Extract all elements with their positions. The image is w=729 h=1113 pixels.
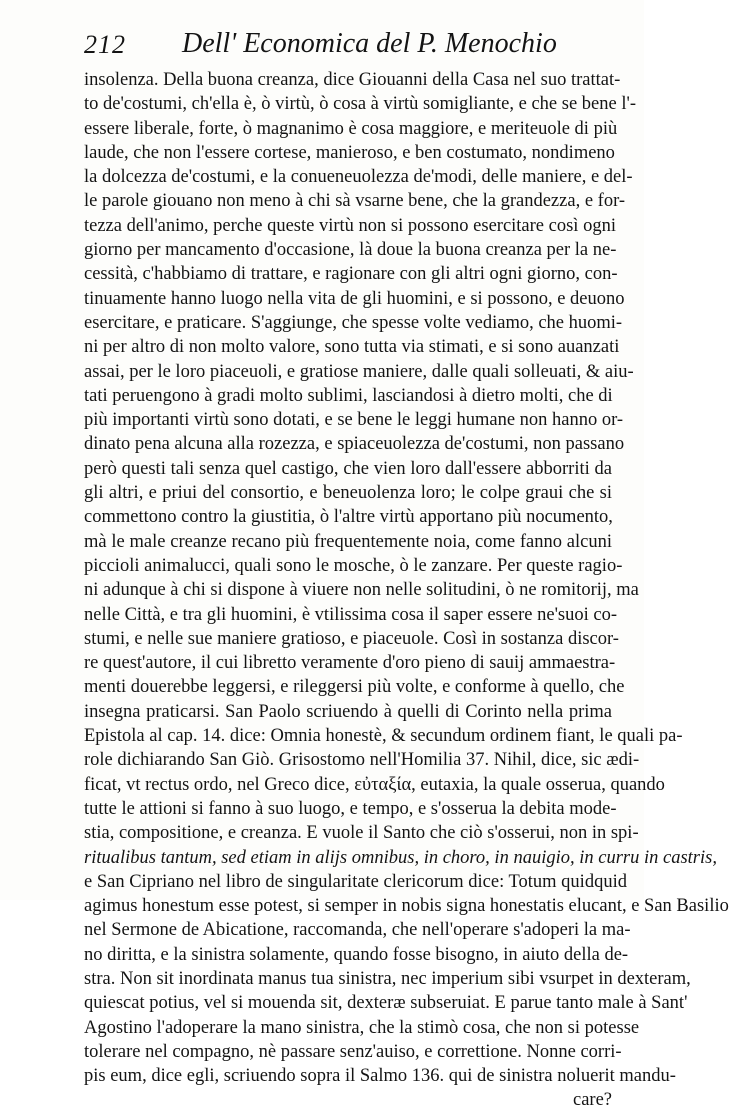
text-line: to de'costumi, ch'ella è, ò virtù, ò cosa à virtù somigliante, e che se bene l'- [84,94,636,115]
text-line: tati peruengono à gradi molto sublimi, lasciandosi à dietro molti, che di [84,385,613,406]
text-line: Epistola al cap. 14. dice: Omnia honestè, & secundum ordinem fiant, le quali pa- [84,726,683,747]
text-line: care? [572,1090,612,1111]
text-line: menti douerebbe leggersi, e rileggersi più volte, e conforme à quello, che [84,677,625,698]
text-line: più importanti virtù sono dotati, e se bene le leggi humane non hanno or- [84,410,624,431]
text-line: cessità, c'habbiamo di trattare, e ragionare con gli altri ogni giorno, con- [84,264,618,285]
text-line: ni adunque à chi si dispone à viuere non nelle solitudini, ò ne romitorij, ma [84,580,639,601]
text-line: insolenza. Della buona creanza, dice Giouanni della Casa nel suo trattat- [84,70,621,90]
text-line: esercitare, e praticare. S'aggiunge, che spesse volte vediamo, che huomi- [84,312,623,333]
text-line: mà le male creanze recano più frequentemente noia, come fanno alcuni [84,531,612,552]
text-line: nel Sermone de Abicatione, raccomanda, che nell'operare s'adoperi la ma- [84,920,631,941]
text-line: laude, che non l'essere cortese, manieroso, e ben costumato, nondimeno [84,142,615,163]
page-header [84,28,604,62]
text-line: role dichiarando San Giò. Grisostomo nell'Homilia 37. Nihil, dice, sic ædi- [84,750,640,771]
text-line: gli altri, e priui del consortio, e beneuolenza loro; le colpe graui che si [84,483,612,504]
text-line: no diritta, e la sinistra solamente, quando fosse bisogno, in aiuto della de- [84,944,629,965]
text-line: Agostino l'adoperare la mano sinistra, che la stimò cosa, che non si potesse [84,1017,640,1038]
text-line: commettono contro la giustitia, ò l'altre virtù apportano più nocumento, [84,507,613,528]
text-line: stumi, e nelle sue maniere gratioso, e piaceuole. Così in sostanza discor- [84,628,619,649]
text-line: essere liberale, forte, ò magnanimo è cosa maggiore, e meriteuole di più [84,118,618,139]
text-line: tolerare nel compagno, nè passare senz'auiso, e correttione. Nonne corri- [84,1041,622,1062]
text-line: re quest'autore, il cui libretto veramente d'oro pieno di sauij ammaestra- [84,653,616,674]
text-line: quiescat potius, vel si mouenda sit, dexteræ subseruiat. E parue tanto male à Sant' [84,993,688,1014]
page-number: 212 [84,30,126,59]
text-line: stia, compositione, e creanza. E vuole il Santo che ciò s'osserui, non in spi- [84,823,639,844]
text-line: ficat, vt rectus ordo, nel Greco dice, εὐταξία, eutaxia, la quale osserua, quando [84,774,665,795]
text-line: tezza dell'animo, perche queste virtù non si possono esercitare così ogni [84,215,616,236]
text-line: stra. Non sit inordinata manus tua sinistra, nec imperium sibi vsurpet in dexteram, [84,968,691,989]
text-line: ni per altro di non molto valore, sono tutta via stimati, e si sono auanzati [84,337,620,358]
text-line: le parole giouano non meno à chi sà vsarne bene, che la grandezza, e for- [84,191,626,212]
text-line: giorno per mancamento d'occasione, là doue la buona creanza per la ne- [84,240,617,261]
text-line: e San Cipriano nel libro de singularitate clericorum dice: Totum quidquid [84,871,627,892]
text-line: agimus honestum esse potest, si semper in nobis signa honestatis elucant, e San Basilio [84,896,729,917]
text-line: pis eum, dice egli, scriuendo sopra il Salmo 136. qui de sinistra noluerit mandu- [84,1066,676,1087]
text-line: piccioli animalucci, quali sono le mosche, ò le zanzare. Per queste ragio- [84,555,623,576]
text-line: però questi tali senza quel castigo, che vien loro dall'essere abborriti da [84,458,612,479]
text-line: ritualibus tantum, sed etiam in alijs omnibus, in choro, in nauigio, in curru in castris, [84,847,717,868]
body-text [84,68,729,1113]
text-line: insegna praticarsi. San Paolo scriuendo à quelli di Corinto nella prima [84,701,612,722]
text-line: tinuamente hanno luogo nella vita de gli huomini, e si possono, e deuono [84,288,625,309]
running-title: Dell' Economica del P. Menochio [182,28,557,59]
text-line: dinato pena alcuna alla rozezza, e spiaceuolezza de'costumi, non passano [84,434,625,455]
text-line: tutte le attioni si fanno à suo luogo, e tempo, e s'osserua la debita mode- [84,798,617,819]
text-line: la dolcezza de'costumi, e la conueneuolezza de'modi, delle maniere, e del- [84,167,633,188]
text-line: nelle Città, e tra gli huomini, è vtilissima cosa il saper essere ne'suoi co- [84,604,618,625]
text-line: assai, per le loro piaceuoli, e gratiose maniere, dalle quali solleuati, & aiu- [84,361,634,382]
